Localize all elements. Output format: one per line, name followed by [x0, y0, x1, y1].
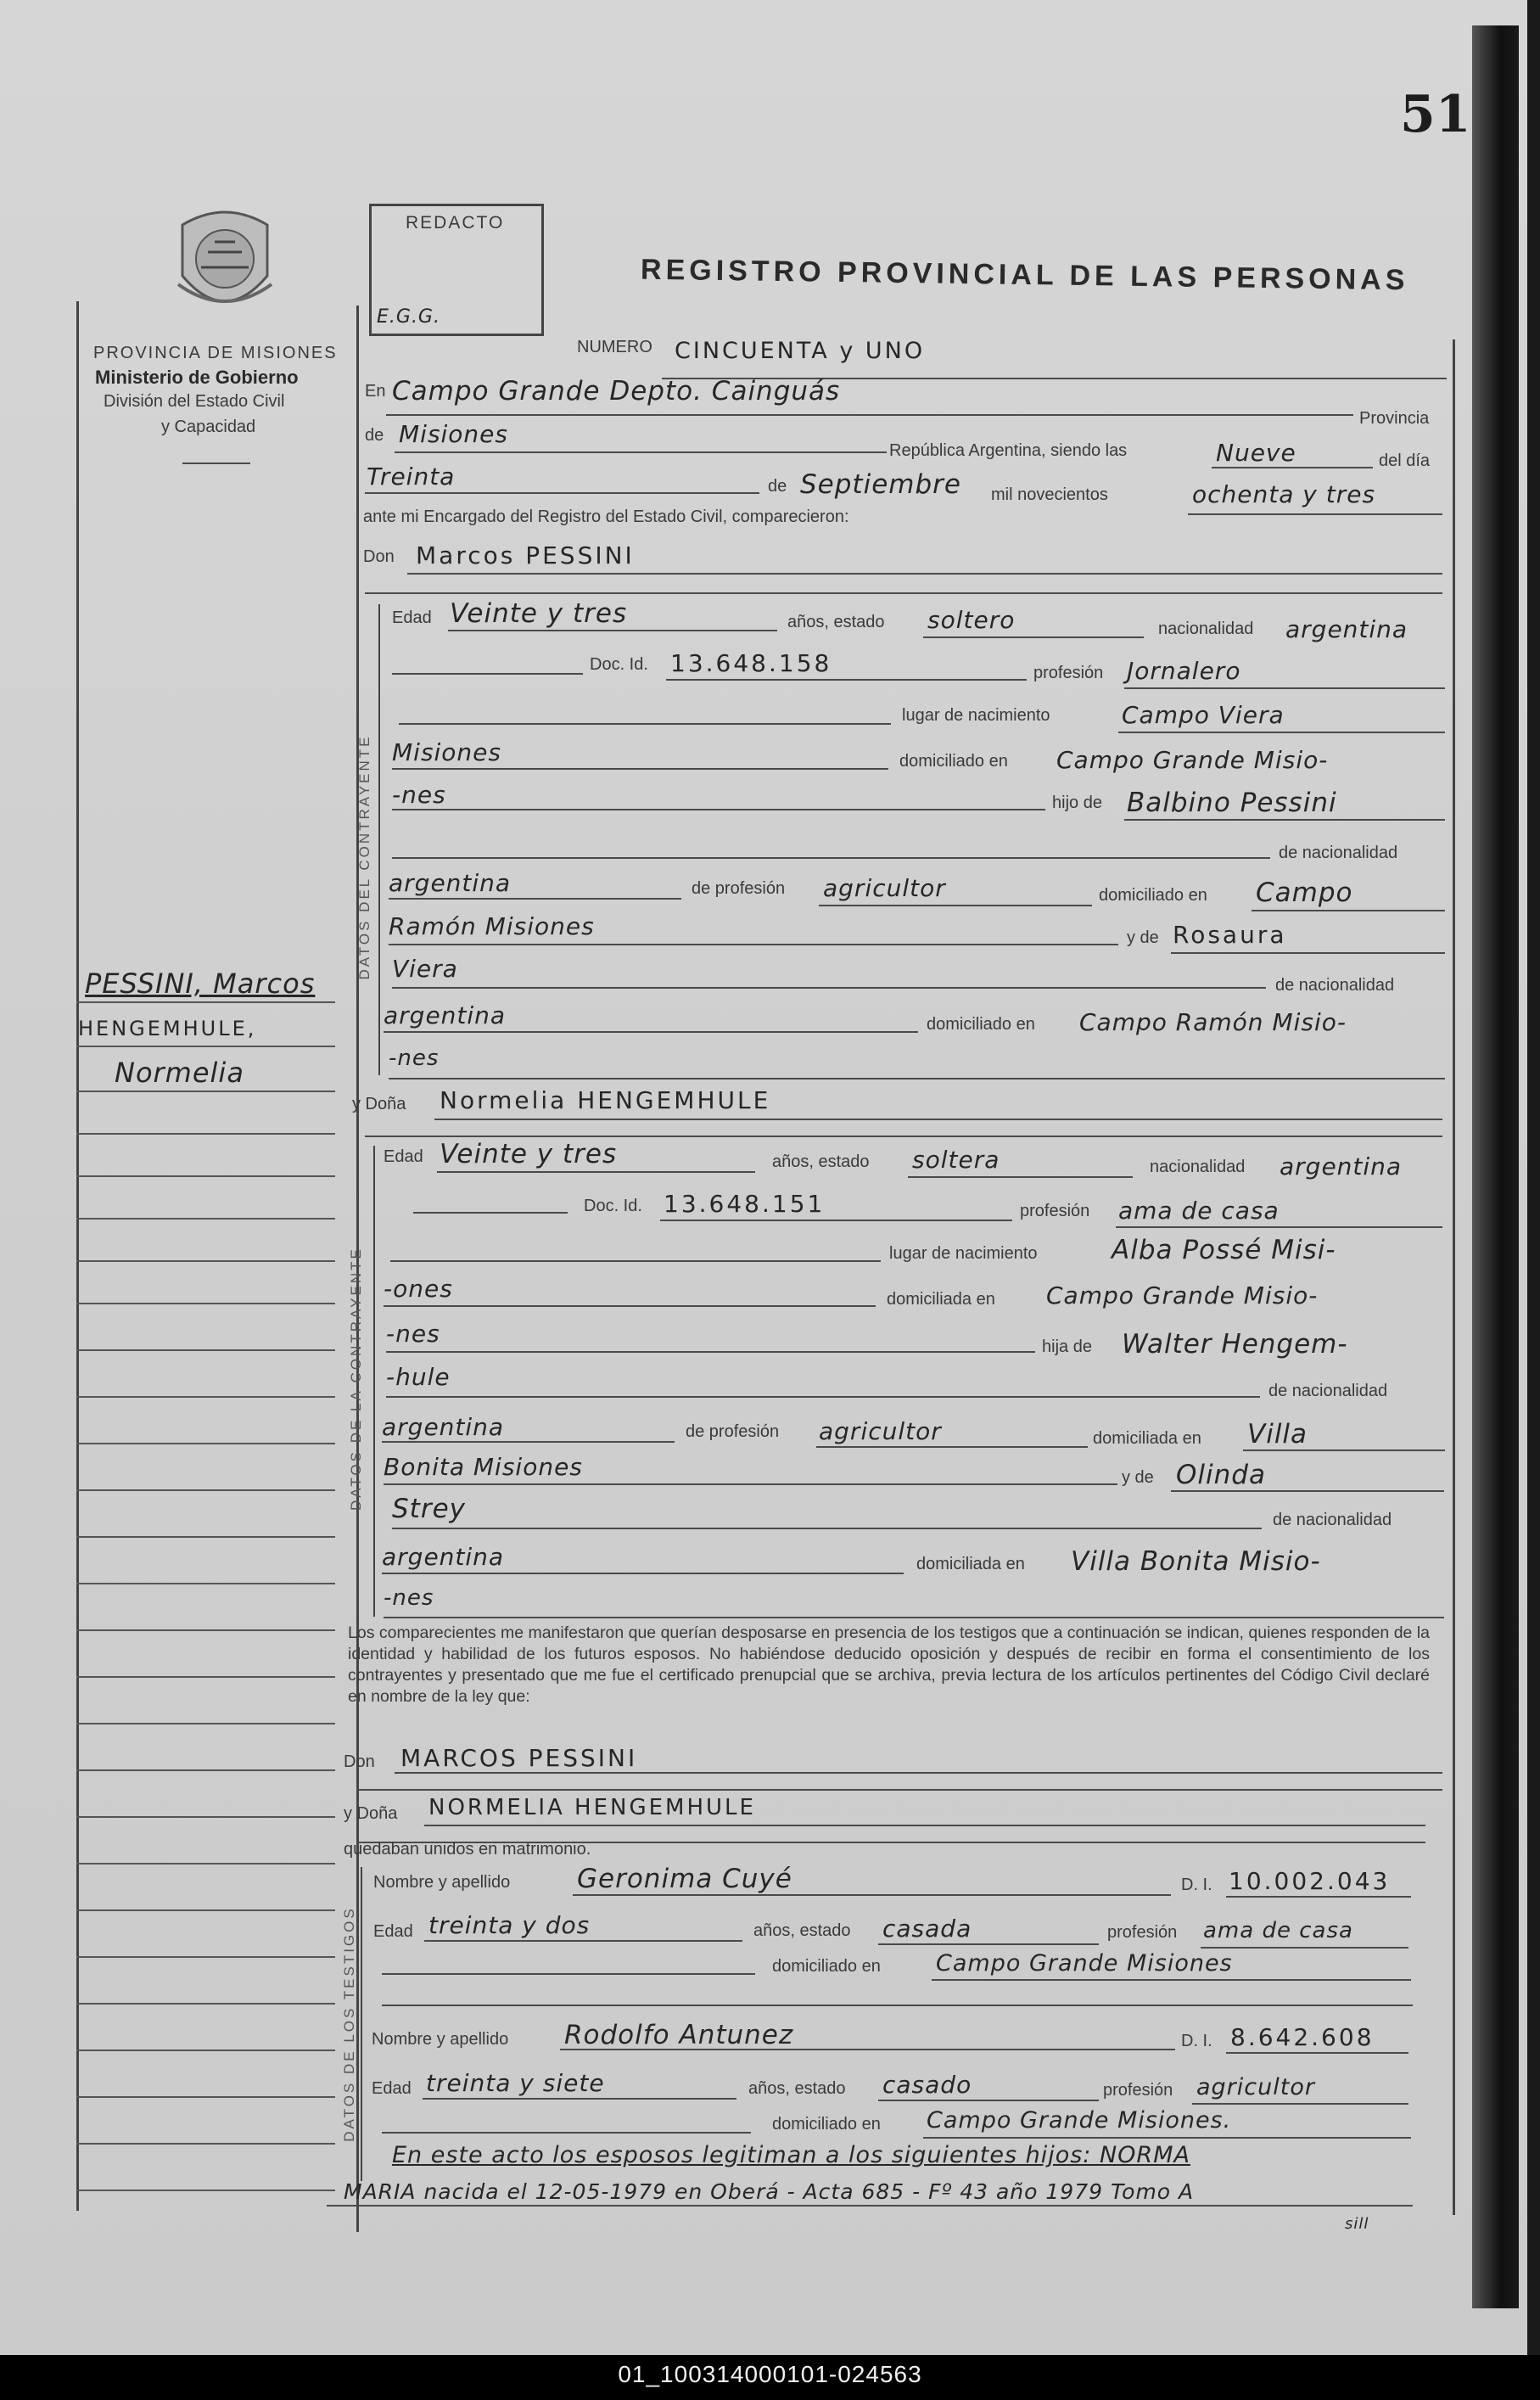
rule: [1252, 910, 1445, 911]
domiciliada-label-3: domiciliada en: [916, 1555, 1025, 1573]
testigo2-edad: treinta y siete: [426, 2069, 605, 2097]
mil-label: mil novecientos: [991, 485, 1108, 504]
contrayenta-padre-1: Walter Hengem-: [1122, 1329, 1348, 1360]
contrayente-padre-prof: agricultor: [823, 874, 946, 902]
margin-name-3: Normelia: [115, 1057, 244, 1089]
stamp-label: REDACTO: [406, 213, 505, 233]
contrayenta-nacionalidad: argentina: [1280, 1152, 1403, 1180]
rule: [384, 1031, 918, 1033]
anos-estado-label-3: años, estado: [753, 1921, 851, 1940]
margin-rule: [76, 1133, 335, 1135]
rule: [395, 1772, 1442, 1774]
rule: [382, 1441, 675, 1443]
rule: [365, 592, 1442, 594]
quedaban-text: quedaban unidos en matrimonio.: [344, 1840, 591, 1859]
margin-rule: [76, 1001, 335, 1003]
rule: [1124, 687, 1445, 689]
contrayente-estado: soltero: [927, 606, 1016, 634]
contrayente-madre-2: Viera: [392, 955, 458, 983]
contrayenta-padre-dom-2: Bonita Misiones: [384, 1453, 583, 1481]
rule: [356, 1789, 1442, 1791]
rule: [1171, 1490, 1444, 1492]
rule: [448, 630, 777, 631]
lugar-nac-label: lugar de nacimiento: [902, 706, 1050, 725]
contrayente-madre-nac: argentina: [384, 1001, 507, 1029]
margin-name-1: PESSINI, Marcos: [85, 967, 316, 1000]
y-dona-label: y Doña: [352, 1095, 406, 1113]
margin-rule: [76, 1260, 335, 1262]
y-de-label: y de: [1127, 928, 1159, 947]
org-line-1: PROVINCIA DE MISIONES: [93, 344, 338, 362]
contrayenta-lugar-nac-2: -ones: [384, 1275, 453, 1303]
rule: [389, 944, 1118, 945]
margin-rule: [76, 1956, 335, 1958]
contrayente-lugar-nac-2: Misiones: [392, 738, 501, 766]
rule: [390, 1260, 881, 1262]
margin-rule: [76, 1091, 335, 1092]
contrayente-padre: Balbino Pessini: [1127, 788, 1337, 818]
rule: [386, 1351, 1035, 1353]
margin-rule: [76, 1536, 335, 1538]
contrayente-edad: Veinte y tres: [450, 598, 628, 629]
domiciliado-label-4: domiciliado en: [772, 1957, 881, 1976]
margin-rule: [76, 2143, 335, 2145]
domiciliado-label-3: domiciliado en: [927, 1015, 1035, 1034]
testigo2-profesion: agricultor: [1196, 2074, 1315, 2100]
rule: [424, 1825, 1425, 1826]
footer-id: 01_100314000101-024563: [618, 2361, 922, 2387]
contrayente-domicilio-1: Campo Grande Misio-: [1056, 746, 1329, 774]
testigo1-domicilio: Campo Grande Misiones: [936, 1950, 1233, 1977]
rule: [1118, 732, 1445, 733]
y-de-label-2: y de: [1122, 1468, 1154, 1487]
republica-label: República Argentina, siendo las: [889, 441, 1128, 460]
contrayenta-profesion: ama de casa: [1118, 1197, 1280, 1225]
edad-label-4: Edad: [372, 2079, 412, 2098]
domiciliado-label-5: domiciliado en: [772, 2115, 881, 2134]
rule: [399, 723, 891, 725]
contrayenta-estado: soltera: [912, 1146, 1000, 1174]
de-profesion-label-2: de profesión: [686, 1422, 780, 1441]
contrayente-padre-dom-1: Campo: [1256, 878, 1353, 908]
numero-label: NUMERO: [577, 338, 652, 356]
margin-rule: [76, 1863, 335, 1864]
contrayenta-padre-nac: argentina: [382, 1413, 505, 1441]
provincia-label: Provincia: [1359, 409, 1430, 428]
testigo1-di: 10.002.043: [1229, 1867, 1391, 1895]
hijo-de-label: hijo de: [1052, 793, 1102, 812]
rule: [1226, 1896, 1411, 1898]
margin-rule: [76, 2190, 335, 2191]
testigo1-nombre: Geronima Cuyé: [577, 1864, 792, 1894]
rule: [392, 768, 888, 770]
margin-rule: [76, 2096, 335, 2098]
nombre-apellido-label: Nombre y apellido: [373, 1873, 511, 1892]
anos-estado-label-2: años, estado: [772, 1152, 870, 1171]
domiciliado-label: domiciliado en: [899, 752, 1008, 771]
margin-rule: [76, 1303, 335, 1304]
right-border-line: [1453, 339, 1455, 2215]
lugar-nac-label-2: lugar de nacimiento: [889, 1244, 1038, 1263]
de-nacionalidad-label-2: de nacionalidad: [1275, 976, 1395, 995]
contrayente-madre-1: Rosaura: [1173, 921, 1287, 949]
edad-label-2: Edad: [384, 1147, 423, 1166]
rule: [395, 451, 887, 453]
rule: [932, 1979, 1411, 1981]
rule: [424, 1940, 742, 1942]
di-label: D. I.: [1181, 1876, 1212, 1894]
rule: [413, 1212, 568, 1214]
anos-estado-label-4: años, estado: [748, 2079, 846, 2098]
nacionalidad-label: nacionalidad: [1158, 620, 1254, 638]
rule: [392, 809, 1045, 810]
contrayenta-padre-2: -hule: [386, 1363, 451, 1391]
contrayenta-doc: 13.648.151: [664, 1190, 826, 1218]
stamp-initials: E.G.G.: [377, 306, 440, 328]
section-label-contrayenta: DATOS DE LA CONTRAYENTE: [348, 1247, 364, 1511]
rule: [819, 905, 1092, 906]
hija-de-label: hija de: [1042, 1337, 1092, 1356]
don-label-2: Don: [344, 1752, 375, 1771]
margin-rule: [76, 1443, 335, 1444]
rule: [384, 1305, 876, 1307]
contrayenta-madre-dom-2: -nes: [384, 1585, 434, 1611]
edad-label: Edad: [392, 608, 432, 627]
rule: [923, 2137, 1411, 2139]
anos-estado-label: años, estado: [787, 613, 885, 631]
profesion-label-3: profesión: [1107, 1923, 1178, 1942]
contrayenta-domicilio-1: Campo Grande Misio-: [1046, 1281, 1319, 1309]
contrayenta-padre-prof: agricultor: [819, 1417, 942, 1445]
margin-rule: [76, 1583, 335, 1584]
rule: [660, 1220, 1012, 1221]
testigo2-di: 8.642.608: [1230, 2023, 1375, 2051]
edad-label-3: Edad: [373, 1922, 413, 1941]
anio-value: ochenta y tres: [1192, 480, 1376, 508]
rule: [1124, 819, 1445, 821]
margin-name-2: HENGEMHULE,: [78, 1017, 257, 1040]
testigo1-profesion: ama de casa: [1203, 1918, 1353, 1943]
rule: [382, 2005, 1413, 2006]
testigo2-domicilio: Campo Grande Misiones.: [927, 2107, 1232, 2134]
domiciliado-label-2: domiciliado en: [1099, 886, 1207, 905]
rule: [1116, 1226, 1442, 1228]
declaration-paragraph: Los comparecientes me manifestaron que querían desposarse en presencia de los testigos que a continuación se indican, quienes responden de la identidad y habilidad de los futuros esposos. No habiéndose deducido oposición y después de recibir en forma el consentimiento de los contrayentes y presentado que me fue el certificado prenupcial que se archiva, previa lectura de los artículos pertinentes del Código Civil declaré en nombre de la ley que:: [348, 1623, 1430, 1706]
doc-label: Doc. Id.: [590, 655, 648, 674]
contrayenta-madre-2: Strey: [392, 1494, 466, 1524]
margin-rule: [76, 1629, 335, 1631]
rule: [386, 414, 1353, 416]
contrayente-domicilio-2: -nes: [392, 781, 446, 809]
rule: [1192, 2103, 1408, 2105]
declaracion-dona: NORMELIA HENGEMHULE: [428, 1795, 756, 1820]
numero-value: CINCUENTA y UNO: [675, 338, 926, 364]
rule: [365, 492, 759, 494]
di-label-2: D. I.: [1181, 2032, 1212, 2050]
contrayenta-domicilio-2: -nes: [386, 1320, 440, 1348]
de-nacionalidad-label-4: de nacionalidad: [1273, 1511, 1392, 1529]
margin-rule: [76, 1489, 335, 1491]
de-profesion-label: de profesión: [692, 879, 786, 898]
rule: [878, 1943, 1099, 1945]
dia-value: Treinta: [367, 463, 456, 491]
contrayenta-nombre: Normelia HENGEMHULE: [440, 1086, 771, 1114]
margin-rule: [76, 1046, 335, 1047]
org-line-3: División del Estado Civil: [104, 392, 285, 411]
contrayenta-edad: Veinte y tres: [440, 1139, 618, 1169]
hora-value: Nueve: [1216, 439, 1296, 467]
rule: [560, 2049, 1175, 2050]
rule: [573, 1894, 1171, 1896]
page-number: 51: [1400, 85, 1471, 144]
section-label-testigos: DATOS DE LOS TESTIGOS: [341, 1906, 357, 2142]
rule: [384, 1617, 1444, 1618]
rule: [382, 2132, 751, 2134]
rule: [923, 636, 1144, 638]
margin-rule: [76, 2003, 335, 2005]
provincia-value: Misiones: [399, 420, 508, 448]
rule: [389, 898, 681, 900]
redacto-stamp: [369, 204, 544, 336]
nota-line-2: MARIA nacida el 12-05-1979 en Oberá - Acta 685 - Fº 43 año 1979 Tomo A: [344, 2179, 1195, 2204]
contrayenta-padre-dom-1: Villa: [1247, 1419, 1308, 1450]
margin-rule: [76, 1175, 335, 1177]
left-border-line: [76, 301, 79, 2211]
rule: [816, 1446, 1088, 1448]
rule: [1188, 513, 1442, 515]
margin-rule: [76, 1349, 335, 1351]
rule: [384, 1483, 1117, 1485]
y-dona-label-2: y Doña: [344, 1804, 398, 1823]
domiciliada-label-2: domiciliada en: [1093, 1429, 1201, 1448]
binding-shadow: [1472, 25, 1519, 2308]
lugar-value: Campo Grande Depto. Cainguás: [392, 376, 841, 407]
contrayente-lugar-nac-1: Campo Viera: [1122, 701, 1285, 729]
rule: [382, 1573, 904, 1574]
rule: [392, 1528, 1262, 1529]
contrayente-bracket: [378, 604, 380, 1075]
rule: [1212, 467, 1373, 468]
don-label: Don: [363, 547, 395, 566]
del-dia-label: del día: [1379, 451, 1431, 470]
rule: [423, 2098, 736, 2100]
rule: [878, 2100, 1099, 2101]
testigo1-edad: treinta y dos: [428, 1911, 591, 1939]
contrayente-madre-dom-2: -nes: [389, 1046, 440, 1071]
declaracion-don: MARCOS PESSINI: [400, 1744, 638, 1772]
margin-rule: [76, 1218, 335, 1220]
contrayente-nombre: Marcos PESSINI: [416, 541, 635, 569]
seal-icon: [165, 199, 284, 327]
rule: [1171, 952, 1445, 954]
rule: [1201, 1947, 1408, 1949]
rule: [1243, 1450, 1445, 1451]
de-label: de: [365, 426, 384, 445]
testigo2-nombre: Rodolfo Antunez: [564, 2020, 794, 2050]
contrayente-madre-dom-1: Campo Ramón Misio-: [1079, 1008, 1347, 1036]
org-divider: [182, 463, 250, 464]
margin-rule: [76, 1909, 335, 1911]
page-title: REGISTRO PROVINCIAL DE LAS PERSONAS: [640, 253, 1409, 297]
rule: [365, 1136, 1442, 1137]
margin-rule: [76, 1769, 335, 1771]
rule: [392, 987, 1266, 989]
testigo1-estado: casada: [882, 1915, 972, 1943]
contrayenta-madre-1: Olinda: [1176, 1460, 1266, 1490]
rule: [386, 1396, 1260, 1398]
nota-initials: sill: [1345, 2215, 1369, 2233]
rule: [1226, 2052, 1408, 2054]
de2-label: de: [768, 477, 787, 496]
profesion-label-2: profesión: [1020, 1202, 1090, 1220]
rule: [392, 673, 583, 675]
profesion-label-4: profesión: [1103, 2081, 1173, 2100]
contrayente-nacionalidad: argentina: [1285, 615, 1408, 643]
contrayenta-madre-nac: argentina: [382, 1543, 505, 1571]
nombre-apellido-label-2: Nombre y apellido: [372, 2030, 509, 2049]
rule: [389, 1078, 1445, 1079]
margin-rule: [76, 2050, 335, 2051]
de-nacionalidad-label-3: de nacionalidad: [1268, 1382, 1388, 1400]
margin-rule: [76, 1723, 335, 1724]
margin-rule: [76, 1816, 335, 1818]
section-label-contrayente: DATOS DEL CONTRAYENTE: [356, 734, 372, 980]
mes-value: Septiembre: [800, 469, 961, 500]
contrayente-doc: 13.648.158: [670, 649, 832, 677]
domiciliada-label: domiciliada en: [887, 1290, 995, 1309]
ante-mi-text: ante mi Encargado del Registro del Estado Civil, comparecieron:: [363, 507, 849, 526]
testigos-bracket: [361, 1867, 362, 2181]
margin-rule: [76, 1676, 335, 1678]
rule: [392, 857, 1270, 859]
profesion-label: profesión: [1033, 664, 1104, 682]
margin-rule: [76, 1396, 335, 1398]
org-line-4: y Capacidad: [161, 418, 256, 436]
rule: [666, 679, 1027, 681]
rule: [908, 1176, 1133, 1178]
contrayenta-madre-dom-1: Villa Bonita Misio-: [1071, 1546, 1321, 1577]
en-label: En: [365, 382, 386, 401]
doc-label-2: Doc. Id.: [584, 1197, 642, 1215]
nota-line-1: En este acto los esposos legitiman a los siguientes hijos: NORMA: [392, 2142, 1190, 2168]
nacionalidad-label-2: nacionalidad: [1150, 1158, 1246, 1176]
contrayente-padre-nac: argentina: [389, 869, 512, 897]
rule: [434, 1119, 1442, 1120]
de-nacionalidad-label: de nacionalidad: [1279, 844, 1398, 862]
rule: [437, 1171, 755, 1173]
org-line-2: Ministerio de Gobierno: [95, 367, 299, 388]
rule: [382, 1973, 755, 1975]
rule: [327, 2205, 1413, 2207]
rule: [407, 573, 1442, 575]
testigo2-estado: casado: [882, 2071, 972, 2099]
contrayenta-bracket: [373, 1146, 375, 1617]
contrayenta-lugar-nac-1: Alba Possé Misi-: [1112, 1235, 1336, 1265]
contrayente-padre-dom-2: Ramón Misiones: [389, 912, 595, 940]
contrayente-profesion: Jornalero: [1127, 657, 1241, 685]
